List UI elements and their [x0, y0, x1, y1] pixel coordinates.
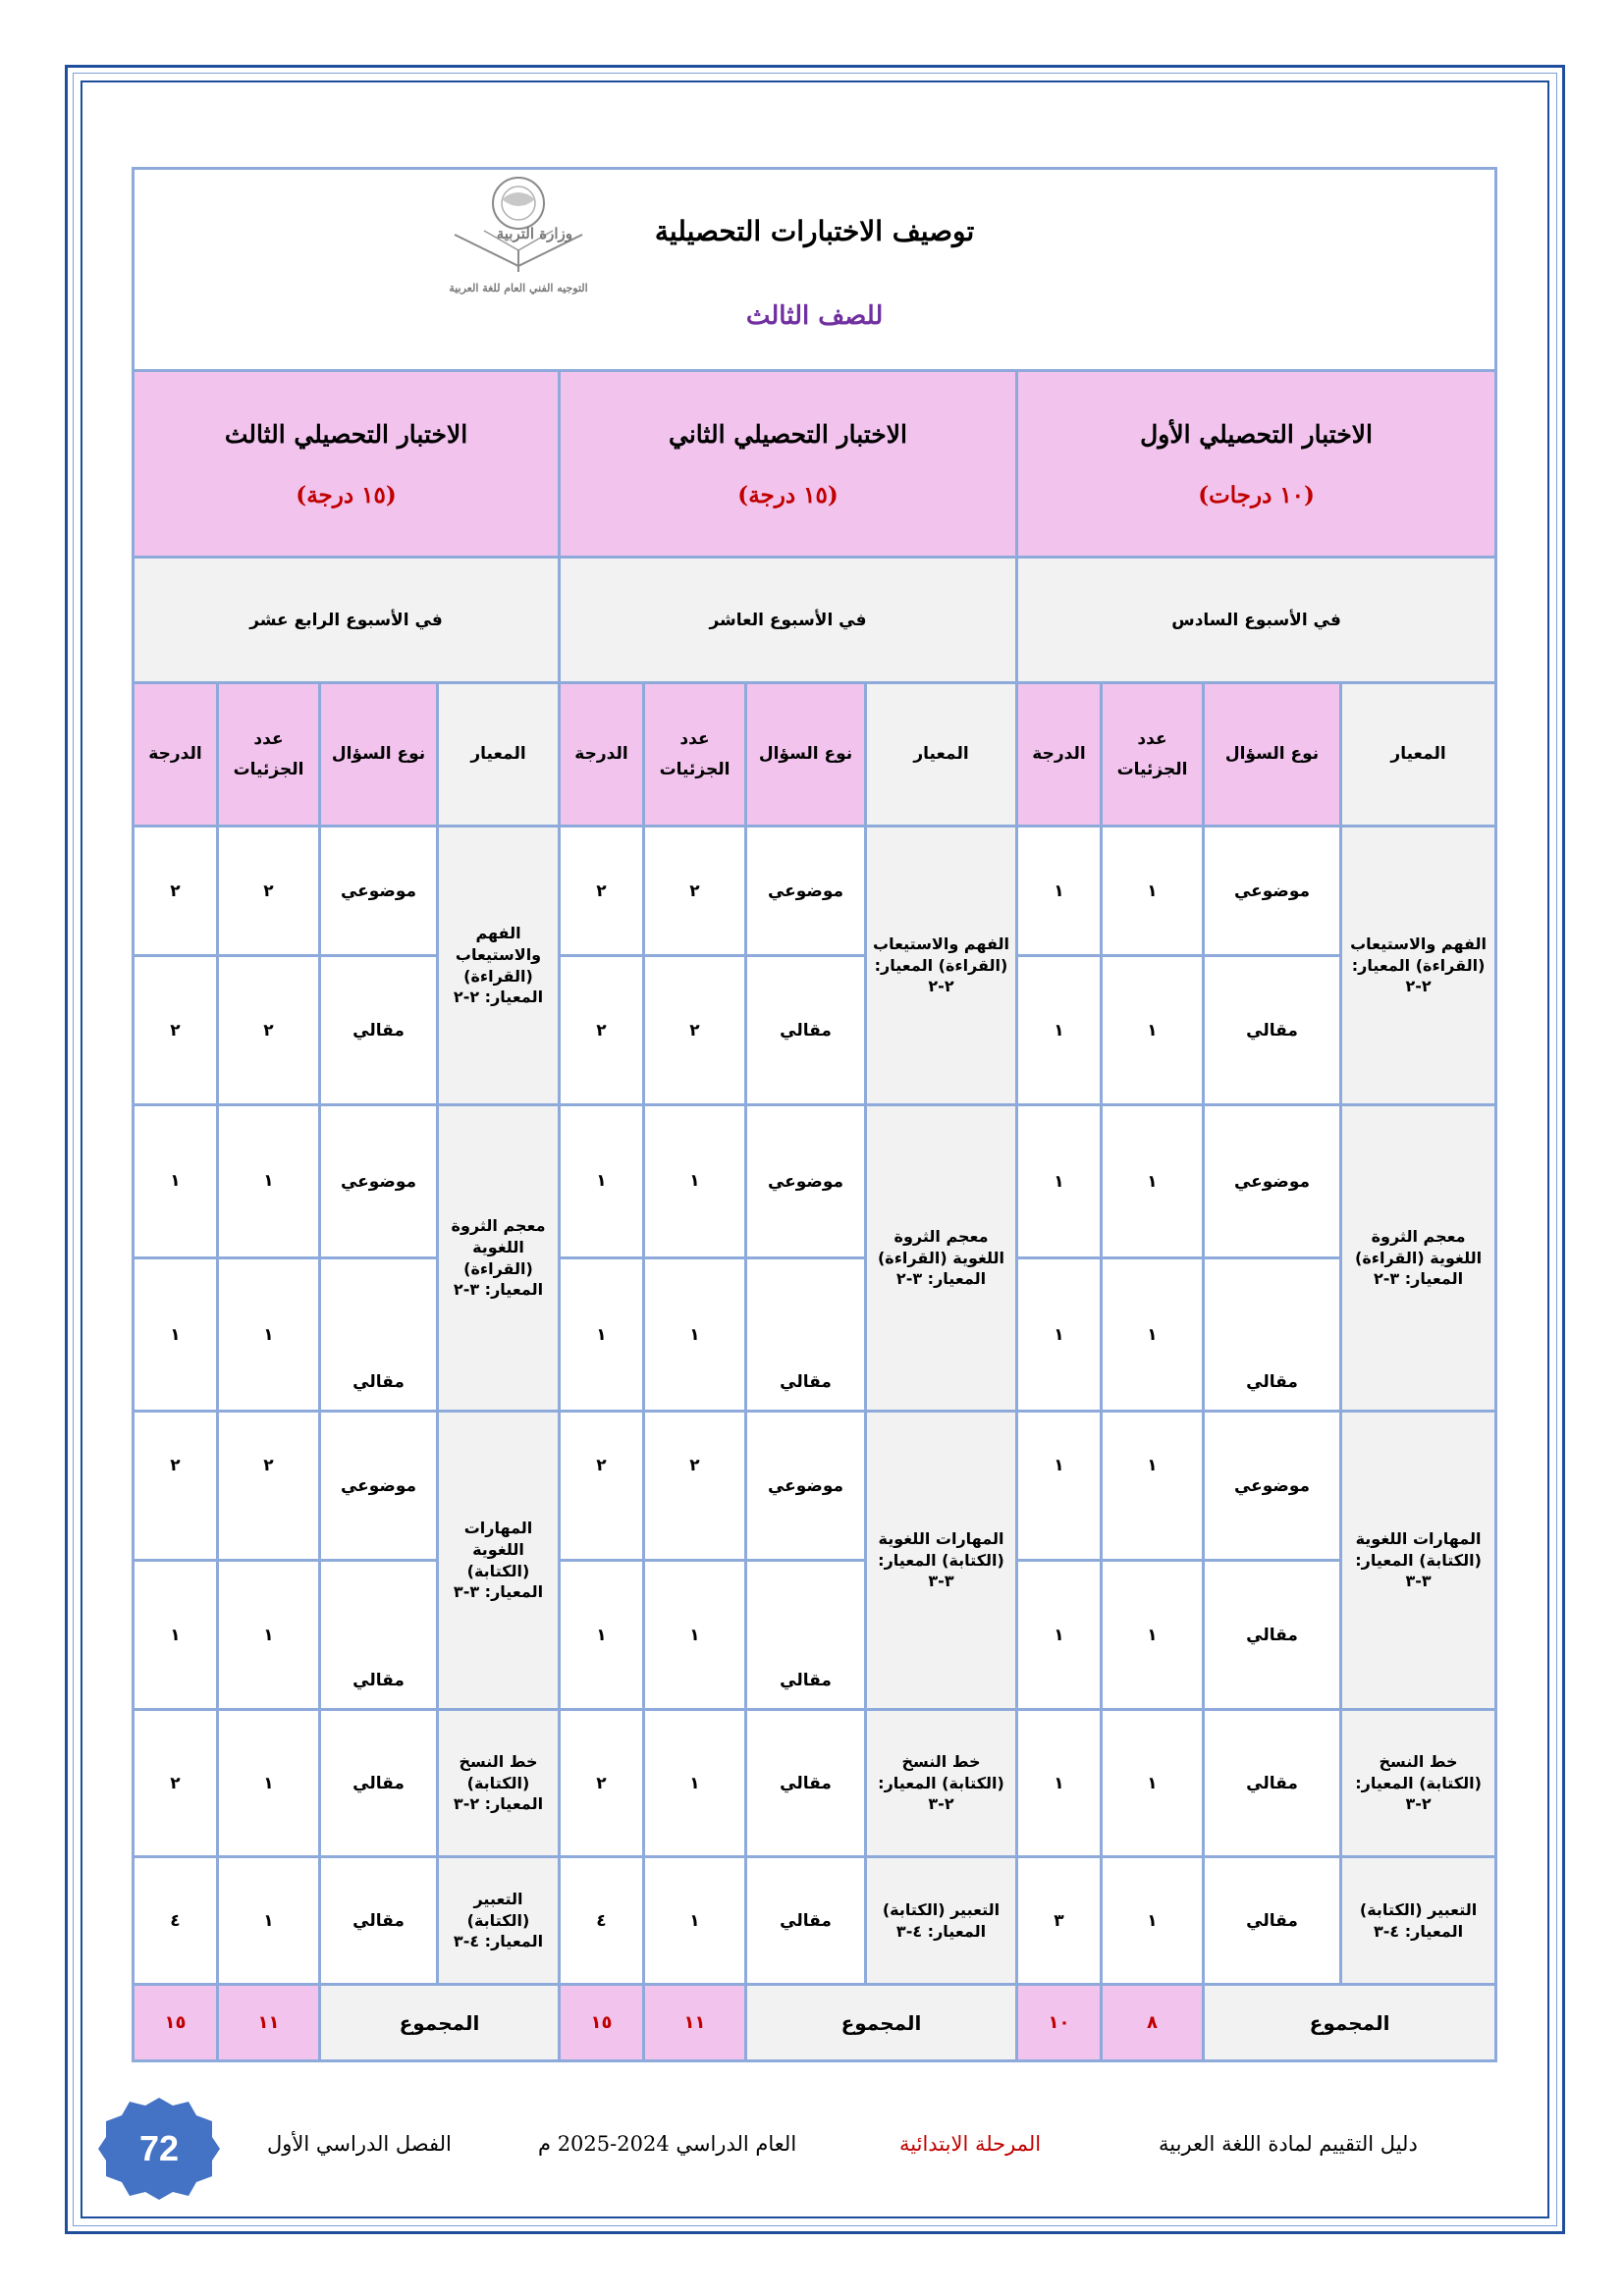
grade-cell: ١ — [1017, 956, 1102, 1105]
items-cell: ٢ — [218, 827, 320, 956]
test-1-week: في الأسبوع السادس — [1017, 558, 1496, 683]
col-criterion: المعيار — [866, 683, 1017, 827]
qtype-cell: مقالي — [1204, 1258, 1341, 1412]
criterion-cell: المهارات اللغوية (الكتابة) المعيار: ٣-٣ — [438, 1412, 560, 1710]
total-label: المجموع — [1204, 1985, 1496, 2061]
grade-cell: ٣ — [1017, 1857, 1102, 1985]
grade-cell: ٢ — [560, 1412, 644, 1561]
footer-guide: دليل التقييم لمادة اللغة العربية — [1159, 2132, 1418, 2156]
grade-cell: ١ — [1017, 1710, 1102, 1857]
criterion-cell: الفهم والاستيعاب (القراءة) المعيار: ٢-٢ — [866, 827, 1017, 1105]
footer-year: العام الدراسي 2024-2025 م — [538, 2132, 797, 2156]
qtype-cell: موضوعي — [746, 1105, 866, 1258]
criterion-cell: المهارات اللغوية (الكتابة) المعيار: ٣-٣ — [1341, 1412, 1496, 1710]
items-cell: ١ — [644, 1857, 746, 1985]
items-cell: ٢ — [218, 1412, 320, 1561]
table-row — [134, 1258, 1496, 1412]
qtype-cell: مقالي — [746, 956, 866, 1105]
items-cell: ١ — [644, 1105, 746, 1258]
col-items-count: عدد الجزئيات — [644, 683, 746, 827]
test-3-name: الاختبار التحصيلي الثالث — [224, 419, 468, 449]
table-row — [134, 1857, 1496, 1985]
qtype-cell: مقالي — [746, 1561, 866, 1710]
col-question-type: نوع السؤال — [1204, 683, 1341, 827]
qtype-cell: مقالي — [746, 1710, 866, 1857]
grade-cell: ١ — [134, 1258, 218, 1412]
title-cell — [134, 169, 1496, 371]
test-2-score: (١٥ درجة) — [737, 481, 839, 508]
grade-cell: ١ — [1017, 827, 1102, 956]
items-cell: ١ — [1102, 1857, 1204, 1985]
items-cell: ١ — [1102, 1710, 1204, 1857]
grade-cell: ١ — [560, 1258, 644, 1412]
items-cell: ١ — [1102, 1561, 1204, 1710]
items-cell: ١ — [644, 1258, 746, 1412]
col-grade: الدرجة — [560, 683, 644, 827]
tests-description-table — [132, 167, 1497, 2062]
qtype-cell: مقالي — [320, 1561, 438, 1710]
items-cell: ١ — [218, 1561, 320, 1710]
qtype-cell: مقالي — [1204, 956, 1341, 1105]
grade-cell: ١ — [1017, 1412, 1102, 1561]
grade-cell: ٢ — [134, 956, 218, 1105]
grade-cell: ١ — [1017, 1561, 1102, 1710]
items-cell: ٢ — [218, 956, 320, 1105]
criterion-cell: التعبير (الكتابة) المعيار: ٤-٣ — [866, 1857, 1017, 1985]
criterion-cell: معجم الثروة اللغوية (القراءة) المعيار: ٣-٢ — [1341, 1105, 1496, 1412]
total-items: ٨ — [1102, 1985, 1204, 2061]
qtype-cell: موضوعي — [1204, 827, 1341, 956]
grade-cell: ١ — [560, 1561, 644, 1710]
items-cell: ١ — [218, 1857, 320, 1985]
criterion-cell: خط النسخ (الكتابة) المعيار: ٢-٣ — [1341, 1710, 1496, 1857]
items-cell: ١ — [1102, 1412, 1204, 1561]
col-criterion: المعيار — [438, 683, 560, 827]
total-label: المجموع — [746, 1985, 1017, 2061]
grade-cell: ٢ — [560, 1710, 644, 1857]
table-row — [134, 956, 1496, 1105]
items-cell: ١ — [644, 1710, 746, 1857]
col-question-type: نوع السؤال — [320, 683, 438, 827]
grade-title: للصف الثالث — [745, 301, 884, 331]
test-2-week: في الأسبوع العاشر — [560, 558, 1017, 683]
test-1-score: (١٠ درجات) — [1198, 481, 1315, 508]
grade-cell: ١ — [1017, 1105, 1102, 1258]
qtype-cell: مقالي — [1204, 1857, 1341, 1985]
table-row — [134, 1412, 1496, 1561]
qtype-cell: موضوعي — [746, 827, 866, 956]
items-cell: ١ — [1102, 1105, 1204, 1258]
grade-cell: ٤ — [560, 1857, 644, 1985]
col-grade: الدرجة — [134, 683, 218, 827]
grade-cell: ١ — [134, 1105, 218, 1258]
qtype-cell: موضوعي — [746, 1412, 866, 1561]
qtype-cell: مقالي — [320, 1710, 438, 1857]
criterion-cell: خط النسخ (الكتابة) المعيار: ٢-٣ — [866, 1710, 1017, 1857]
total-items: ١١ — [644, 1985, 746, 2061]
items-cell: ٢ — [644, 1412, 746, 1561]
grade-cell: ٢ — [134, 1710, 218, 1857]
footer-semester: الفصل الدراسي الأول — [267, 2132, 452, 2156]
test-3-header — [134, 371, 560, 558]
grade-cell: ١ — [1017, 1258, 1102, 1412]
qtype-cell: مقالي — [320, 1258, 438, 1412]
items-cell: ١ — [644, 1561, 746, 1710]
test-1-header — [1017, 371, 1496, 558]
criterion-cell: الفهم والاستيعاب (القراءة) المعيار: ٢-٢ — [1341, 827, 1496, 1105]
qtype-cell: موضوعي — [320, 827, 438, 956]
table-row — [134, 1710, 1496, 1857]
table-row — [134, 827, 1496, 956]
grade-cell: ٢ — [560, 827, 644, 956]
qtype-cell: مقالي — [1204, 1710, 1341, 1857]
criterion-cell: المهارات اللغوية (الكتابة) المعيار: ٣-٣ — [866, 1412, 1017, 1710]
grade-cell: ٢ — [560, 956, 644, 1105]
items-cell: ١ — [1102, 1258, 1204, 1412]
items-cell: ١ — [218, 1105, 320, 1258]
qtype-cell: موضوعي — [320, 1412, 438, 1561]
items-cell: ١ — [218, 1710, 320, 1857]
total-grade: ١٠ — [1017, 1985, 1102, 2061]
logo-ministry-text: وزارة التربية — [496, 225, 572, 242]
criterion-cell: التعبير (الكتابة) المعيار: ٤-٣ — [1341, 1857, 1496, 1985]
criterion-cell: التعبير (الكتابة) المعيار: ٤-٣ — [438, 1857, 560, 1985]
grade-cell: ٢ — [134, 827, 218, 956]
items-cell: ١ — [1102, 956, 1204, 1105]
page-number: 72 — [138, 2128, 180, 2168]
grade-cell: ١ — [134, 1561, 218, 1710]
total-grade: ١٥ — [134, 1985, 218, 2061]
total-items: ١١ — [218, 1985, 320, 2061]
table-row — [134, 1561, 1496, 1710]
page-number-badge — [94, 2092, 224, 2206]
col-items-count: عدد الجزئيات — [1102, 683, 1204, 827]
qtype-cell: مقالي — [746, 1258, 866, 1412]
items-cell: ١ — [218, 1258, 320, 1412]
logo-subtext: التوجيه الفني العام للغة العربية — [449, 282, 588, 294]
criterion-cell: معجم الثروة اللغوية (القراءة) المعيار: ٣-٢ — [438, 1105, 560, 1412]
grade-cell: ٢ — [134, 1412, 218, 1561]
grade-cell: ١ — [560, 1105, 644, 1258]
assessment-sheet — [132, 167, 1494, 2063]
grade-cell: ٤ — [134, 1857, 218, 1985]
qtype-cell: موضوعي — [320, 1105, 438, 1258]
qtype-cell: مقالي — [1204, 1561, 1341, 1710]
col-items-count: عدد الجزئيات — [218, 683, 320, 827]
total-label: المجموع — [320, 1985, 560, 2061]
criterion-cell: الفهم والاستيعاب (القراءة) المعيار: ٢-٢ — [438, 827, 560, 1105]
col-grade: الدرجة — [1017, 683, 1102, 827]
col-criterion: المعيار — [1341, 683, 1496, 827]
test-2-name: الاختبار التحصيلي الثاني — [669, 419, 907, 449]
totals-row — [134, 1985, 1496, 2061]
qtype-cell: موضوعي — [1204, 1105, 1341, 1258]
criterion-cell: معجم الثروة اللغوية (القراءة) المعيار: ٣-٢ — [866, 1105, 1017, 1412]
footer-stage: المرحلة الابتدائية — [899, 2132, 1042, 2156]
criterion-cell: خط النسخ (الكتابة) المعيار: ٢-٣ — [438, 1710, 560, 1857]
total-grade: ١٥ — [560, 1985, 644, 2061]
items-cell: ٢ — [644, 956, 746, 1105]
test-1-name: الاختبار التحصيلي الأول — [1140, 419, 1373, 449]
test-2-header — [560, 371, 1017, 558]
col-question-type: نوع السؤال — [746, 683, 866, 827]
items-cell: ١ — [1102, 827, 1204, 956]
qtype-cell: مقالي — [746, 1857, 866, 1985]
items-cell: ٢ — [644, 827, 746, 956]
test-3-score: (١٥ درجة) — [296, 481, 397, 508]
page-title: توصيف الاختبارات التحصيلية — [654, 215, 975, 247]
qtype-cell: مقالي — [320, 956, 438, 1105]
qtype-cell: مقالي — [320, 1857, 438, 1985]
table-row — [134, 1105, 1496, 1258]
qtype-cell: موضوعي — [1204, 1412, 1341, 1561]
test-3-week: في الأسبوع الرابع عشر — [134, 558, 560, 683]
